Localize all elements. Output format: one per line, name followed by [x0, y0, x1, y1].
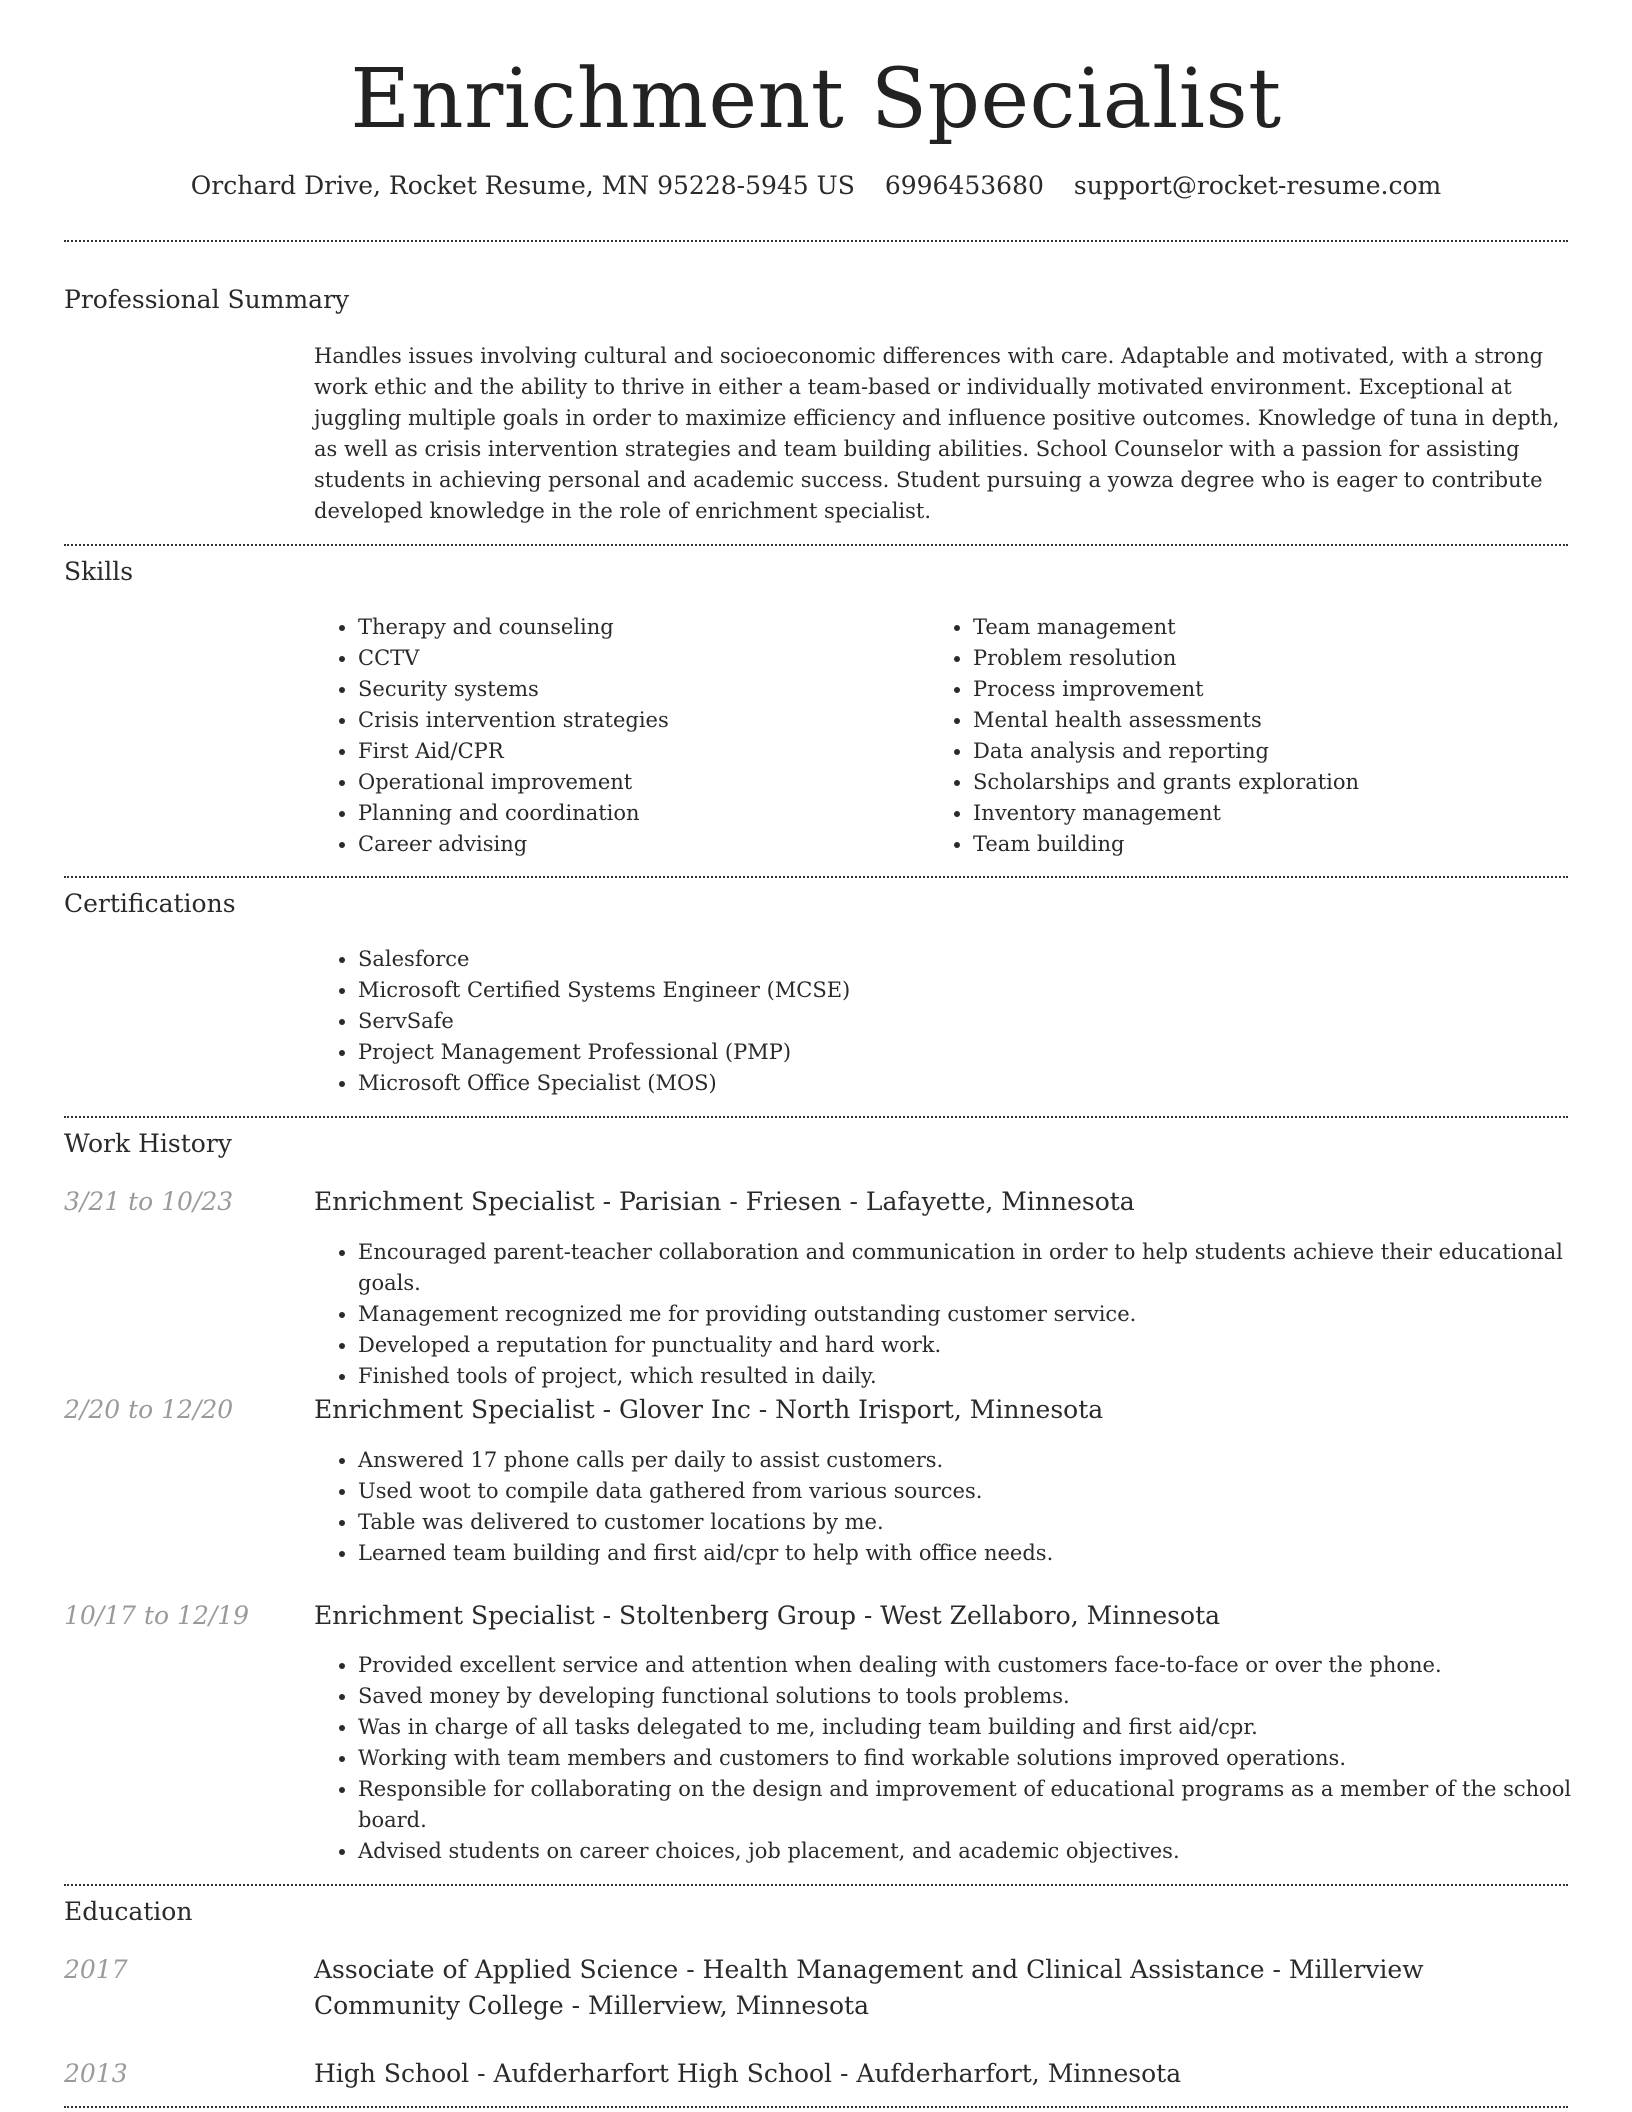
contact-address: Orchard Drive, Rocket Resume, MN 95228-5945 US	[190, 171, 855, 200]
certifications-heading: Certifications	[64, 889, 236, 918]
job-bullet: • Finished tools of project, which resulted in daily.	[358, 1361, 1610, 1392]
job-dates: 10/17 to 12/19	[64, 1601, 250, 1630]
job-bullet: • Was in charge of all tasks delegated to me, including team building and first aid/cpr.	[358, 1712, 1610, 1743]
certification-item: • Microsoft Certified Systems Engineer (MCSE)	[358, 975, 1558, 1006]
job-bullet: • Provided excellent service and attention when dealing with customers face-to-face or over the phone.	[358, 1650, 1610, 1681]
skill-item: • Crisis intervention strategies	[358, 705, 918, 736]
skill-item: • Mental health assessments	[973, 705, 1573, 736]
skills-list-right	[929, 612, 1573, 860]
certification-item: • Microsoft Office Specialist (MOS)	[358, 1068, 1558, 1099]
job-bullet: • Used woot to compile data gathered from various sources.	[358, 1476, 1610, 1507]
job-title: Enrichment Specialist - Stoltenberg Group - West Zellaboro, Minnesota	[314, 1601, 1221, 1630]
skill-item: • Process improvement	[973, 674, 1573, 705]
job-bullets	[314, 1650, 1610, 1867]
skill-item: • Operational improvement	[358, 767, 918, 798]
education-title: Associate of Applied Science - Health Management and Clinical Assistance - Millerview Community College - Millerview, Minnesota	[314, 1955, 1424, 2020]
education-year: 2017	[64, 1955, 128, 1984]
section-divider	[64, 876, 1568, 878]
summary-heading: Professional Summary	[64, 285, 350, 314]
skills-list-left	[314, 612, 918, 860]
job-bullet: • Working with team members and customers to find workable solutions improved operations.	[358, 1743, 1610, 1774]
education-year: 2013	[64, 2059, 128, 2088]
job-bullet: • Encouraged parent-teacher collaboration and communication in order to help students achieve their educational goals.	[358, 1237, 1610, 1299]
skill-item: • CCTV	[358, 643, 918, 674]
job-bullets	[314, 1445, 1610, 1569]
contact-phone: 6996453680	[884, 171, 1044, 200]
skill-item: • Data analysis and reporting	[973, 736, 1573, 767]
job-dates: 3/21 to 10/23	[64, 1187, 234, 1216]
certification-item: • Salesforce	[358, 944, 1558, 975]
job-bullets	[314, 1237, 1610, 1392]
job-title: Enrichment Specialist - Glover Inc - North Irisport, Minnesota	[314, 1395, 1104, 1424]
certification-item: • Project Management Professional (PMP)	[358, 1037, 1558, 1068]
skill-item: • Security systems	[358, 674, 918, 705]
job-bullet: • Answered 17 phone calls per daily to assist customers.	[358, 1445, 1610, 1476]
skill-item: • Team management	[973, 612, 1573, 643]
section-divider	[64, 2106, 1568, 2108]
job-bullet: • Responsible for collaborating on the design and improvement of educational programs as a member of the school board.	[358, 1774, 1610, 1836]
education-title: High School - Aufderharfort High School - Aufderharfort, Minnesota	[314, 2059, 1182, 2088]
skill-item: • Inventory management	[973, 798, 1573, 829]
job-bullet: • Saved money by developing functional solutions to tools problems.	[358, 1681, 1610, 1712]
skill-item: • Career advising	[358, 829, 918, 860]
skill-item: • Therapy and counseling	[358, 612, 918, 643]
job-bullet: • Management recognized me for providing outstanding customer service.	[358, 1299, 1610, 1330]
job-bullet: • Table was delivered to customer locations by me.	[358, 1507, 1610, 1538]
section-divider	[64, 544, 1568, 546]
summary-text: Handles issues involving cultural and socioeconomic differences with care. Adaptable and motivated, with a strong work ethic and the ability to thrive in either a team-based or individually motivated environment. Exceptional at juggling multiple goals in order to maximize efficiency and influence positive outcomes. Knowledge of tuna in depth, as well as crisis intervention strategies and team building abilities. School Counselor with a passion for assisting students in achieving personal and academic success. Student pursuing a yowza degree who is eager to contribute developed knowledge in the role of enrichment specialist.	[314, 344, 1560, 523]
section-divider	[64, 1884, 1568, 1886]
contact-email: support@rocket-resume.com	[1073, 171, 1442, 200]
job-dates: 2/20 to 12/20	[64, 1395, 234, 1424]
skill-item: • Team building	[973, 829, 1573, 860]
education-heading: Education	[64, 1897, 193, 1926]
skill-item: • Problem resolution	[973, 643, 1573, 674]
certification-item: • ServSafe	[358, 1006, 1558, 1037]
section-divider	[64, 240, 1568, 242]
skill-item: • Planning and coordination	[358, 798, 918, 829]
work-history-heading: Work History	[64, 1129, 232, 1158]
job-title: Enrichment Specialist - Parisian - Friesen - Lafayette, Minnesota	[314, 1187, 1135, 1216]
certifications-list	[314, 944, 1558, 1099]
contact-line	[0, 170, 1632, 202]
section-divider	[64, 1116, 1568, 1118]
resume-name: Enrichment Specialist	[350, 52, 1282, 147]
skill-item: • Scholarships and grants exploration	[973, 767, 1573, 798]
job-bullet: • Learned team building and first aid/cpr to help with office needs.	[358, 1538, 1610, 1569]
job-bullet: • Developed a reputation for punctuality and hard work.	[358, 1330, 1610, 1361]
skills-heading: Skills	[64, 557, 134, 586]
job-bullet: • Advised students on career choices, job placement, and academic objectives.	[358, 1836, 1610, 1867]
skill-item: • First Aid/CPR	[358, 736, 918, 767]
